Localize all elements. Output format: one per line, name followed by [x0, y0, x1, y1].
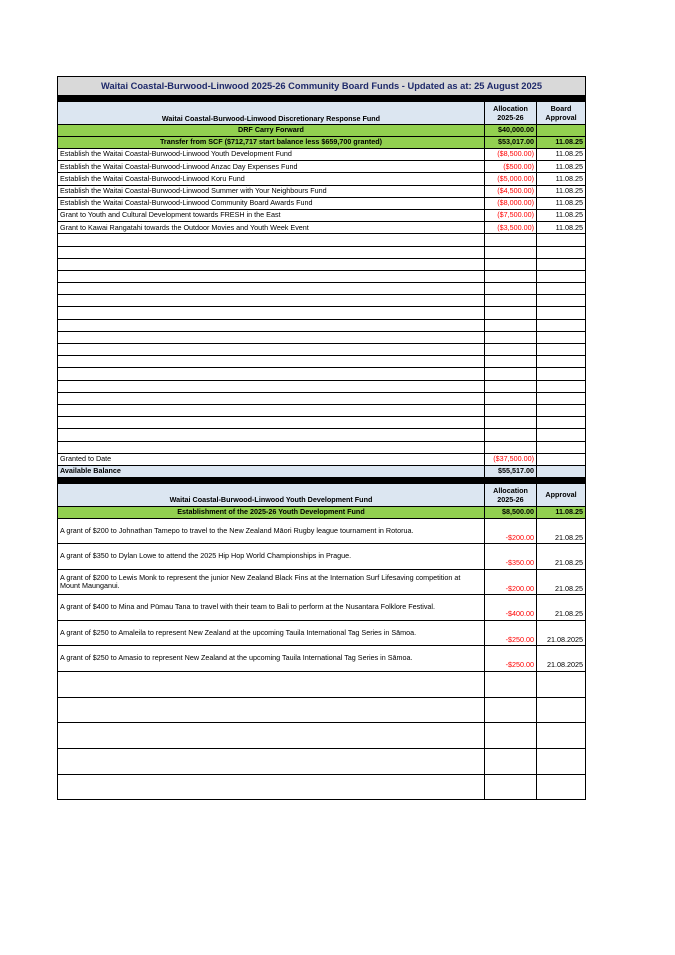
empty-row: [58, 234, 586, 246]
empty-row: [58, 246, 586, 258]
sheet-title: Waitai Coastal-Burwood-Linwood 2025-26 Community Board Funds - Updated as at: 25 August 2025: [58, 77, 586, 96]
row-approval: 21.08.2025: [537, 620, 586, 646]
carry-forward-approval: [537, 125, 586, 137]
drf-table-row: [58, 197, 586, 209]
row-amount: -$250.00: [485, 620, 537, 646]
empty-row: [58, 380, 586, 392]
row-description: A grant of $400 to Mina and Pūmau Tana to travel with their team to Bali to perform at the Nusantara Folklore Festival.: [58, 595, 485, 621]
row-amount: -$250.00: [485, 646, 537, 672]
establishment-label: Establishment of the 2025-26 Youth Development Fund: [58, 506, 485, 518]
empty-row: [58, 404, 586, 416]
ydf-table-row: [58, 518, 586, 544]
row-description: A grant of $200 to Lewis Monk to represent the junior New Zealand Black Fins at the Internation Surf Lifesaving competition at Mount Maunganui.: [58, 569, 485, 595]
empty-row: [58, 392, 586, 404]
empty-row: [58, 368, 586, 380]
available-row: [58, 465, 586, 477]
drf-table-row: [58, 161, 586, 173]
row-amount: -$200.00: [485, 518, 537, 544]
row-approval: 21.08.2025: [537, 646, 586, 672]
granted-label: Granted to Date: [58, 453, 485, 465]
row-amount: ($500.00): [485, 161, 537, 173]
row-description: Establish the Waitai Coastal-Burwood-Linwood Youth Development Fund: [58, 149, 485, 161]
row-approval: 21.08.25: [537, 595, 586, 621]
empty-row: [58, 258, 586, 270]
row-description: A grant of $200 to Johnathan Tamepo to travel to the New Zealand Māori Rugby league tournament in Rotorua.: [58, 518, 485, 544]
row-amount: ($7,500.00): [485, 209, 537, 221]
funds-sheet: [57, 76, 585, 800]
empty-row: [58, 697, 586, 723]
row-approval: 21.08.25: [537, 518, 586, 544]
title-row: [58, 77, 586, 96]
row-description: A grant of $250 to Amaleila to represent New Zealand at the upcoming Tauila International Tag Series in Sāmoa.: [58, 620, 485, 646]
row-approval: 11.08.25: [537, 197, 586, 209]
drf-table-row: [58, 185, 586, 197]
empty-row: [58, 283, 586, 295]
row-description: A grant of $250 to Amasio to represent New Zealand at the upcoming Tauila International Tag Series in Sāmoa.: [58, 646, 485, 672]
empty-row: [58, 270, 586, 282]
row-approval: 11.08.25: [537, 149, 586, 161]
establishment-amount: $8,500.00: [485, 506, 537, 518]
granted-amount: ($37,500.00): [485, 453, 537, 465]
transfer-approval: 11.08.25: [537, 137, 586, 149]
row-amount: ($5,000.00): [485, 173, 537, 185]
row-approval: 21.08.25: [537, 544, 586, 570]
empty-row: [58, 429, 586, 441]
establishment-approval: 11.08.25: [537, 506, 586, 518]
drf-col-allocation: Allocation 2025-26: [485, 102, 537, 125]
empty-row: [58, 671, 586, 697]
ydf-table-row: [58, 620, 586, 646]
row-amount: ($8,000.00): [485, 197, 537, 209]
transfer-amount: $53,017.00: [485, 137, 537, 149]
row-approval: 11.08.25: [537, 209, 586, 221]
drf-fund-name: Waitai Coastal-Burwood-Linwood Discretionary Response Fund: [58, 102, 485, 125]
ydf-col-allocation: Allocation 2025-26: [485, 483, 537, 506]
row-amount: ($4,500.00): [485, 185, 537, 197]
drf-carry-forward-row: [58, 125, 586, 137]
ydf-table-row: [58, 569, 586, 595]
empty-row: [58, 441, 586, 453]
row-description: Establish the Waitai Coastal-Burwood-Linwood Anzac Day Expenses Fund: [58, 161, 485, 173]
empty-row: [58, 748, 586, 774]
row-description: Establish the Waitai Coastal-Burwood-Linwood Koru Fund: [58, 173, 485, 185]
row-approval: 11.08.25: [537, 185, 586, 197]
empty-row: [58, 331, 586, 343]
ydf-table-row: [58, 646, 586, 672]
empty-row: [58, 319, 586, 331]
row-amount: -$200.00: [485, 569, 537, 595]
drf-header-row: [58, 102, 586, 125]
empty-row: [58, 774, 586, 800]
row-approval: 11.08.25: [537, 222, 586, 234]
empty-row: [58, 723, 586, 749]
ydf-header-row: [58, 483, 586, 506]
carry-forward-label: DRF Carry Forward: [58, 125, 485, 137]
drf-transfer-row: [58, 137, 586, 149]
row-description: A grant of $350 to Dylan Lowe to attend the 2025 Hip Hop World Championships in Prague.: [58, 544, 485, 570]
row-description: Establish the Waitai Coastal-Burwood-Linwood Community Board Awards Fund: [58, 197, 485, 209]
drf-table-row: [58, 222, 586, 234]
empty-row: [58, 356, 586, 368]
row-amount: ($3,500.00): [485, 222, 537, 234]
row-approval: 11.08.25: [537, 173, 586, 185]
drf-table-row: [58, 173, 586, 185]
ydf-table-row: [58, 595, 586, 621]
drf-table-row: [58, 209, 586, 221]
funds-table: [57, 76, 586, 800]
row-approval: 21.08.25: [537, 569, 586, 595]
transfer-label: Transfer from SCF ($712,717 start balance less $659,700 granted): [58, 137, 485, 149]
row-amount: -$350.00: [485, 544, 537, 570]
row-approval: 11.08.25: [537, 161, 586, 173]
empty-row: [58, 307, 586, 319]
granted-row: [58, 453, 586, 465]
ydf-table-row: [58, 544, 586, 570]
empty-row: [58, 417, 586, 429]
row-amount: -$400.00: [485, 595, 537, 621]
drf-table-row: [58, 149, 586, 161]
row-description: Grant to Youth and Cultural Development towards FRESH in the East: [58, 209, 485, 221]
row-description: Grant to Kawai Rangatahi towards the Outdoor Movies and Youth Week Event: [58, 222, 485, 234]
available-amount: $55,517.00: [485, 465, 537, 477]
ydf-establishment-row: [58, 506, 586, 518]
ydf-fund-name: Waitai Coastal-Burwood-Linwood Youth Development Fund: [58, 483, 485, 506]
ydf-col-approval: Approval: [537, 483, 586, 506]
empty-row: [58, 295, 586, 307]
empty-row: [58, 344, 586, 356]
available-label: Available Balance: [58, 465, 485, 477]
carry-forward-amount: $40,000.00: [485, 125, 537, 137]
drf-col-approval: Board Approval: [537, 102, 586, 125]
row-amount: ($8,500.00): [485, 149, 537, 161]
row-description: Establish the Waitai Coastal-Burwood-Linwood Summer with Your Neighbours Fund: [58, 185, 485, 197]
